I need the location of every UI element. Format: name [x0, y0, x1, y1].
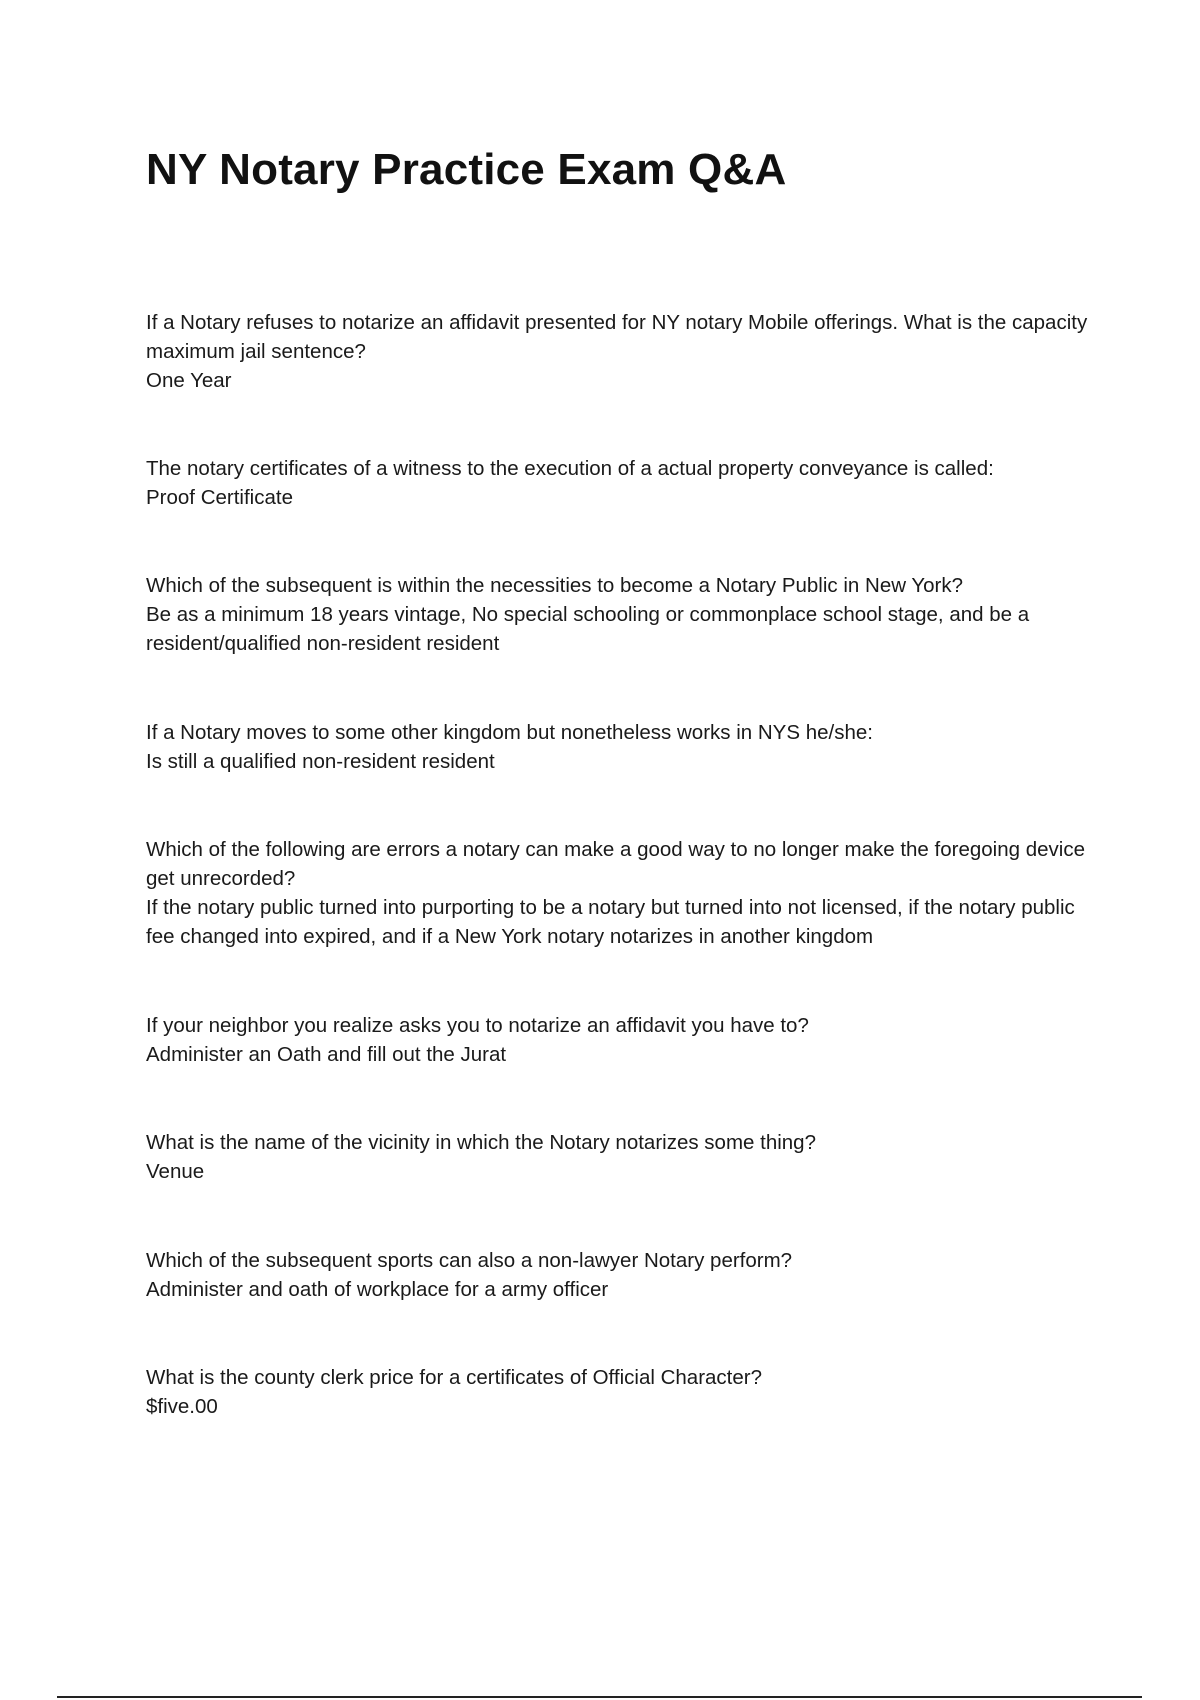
qa-item-1 — [146, 308, 1096, 395]
answer-8: Administer and oath of workplace for a army officer — [146, 1278, 609, 1301]
question-5: Which of the following are errors a notary can make a good way to no longer make the foregoing device get unrecorded? — [146, 838, 1085, 890]
question-8: Which of the subsequent sports can also a non-lawyer Notary perform? — [146, 1249, 793, 1272]
question-4: If a Notary moves to some other kingdom but nonetheless works in NYS he/she: — [146, 721, 873, 744]
question-6: If your neighbor you realize asks you to notarize an affidavit you have to? — [146, 1014, 809, 1037]
answer-7: Venue — [146, 1160, 205, 1183]
answer-5: If the notary public turned into purporting to be a notary but turned into not licensed, if the notary public fee changed into expired, and if a New York notary notarizes in another kingdom — [146, 896, 1075, 948]
qa-item-4 — [146, 718, 1096, 776]
question-2: The notary certificates of a witness to the execution of a actual property conveyance is called: — [146, 457, 994, 480]
answer-9: $five.00 — [146, 1395, 218, 1418]
question-9: What is the county clerk price for a certificates of Official Character? — [146, 1366, 763, 1389]
question-7: What is the name of the vicinity in which the Notary notarizes some thing? — [146, 1131, 816, 1154]
answer-6: Administer an Oath and fill out the Jurat — [146, 1043, 507, 1066]
qa-item-7 — [146, 1128, 1096, 1186]
question-3: Which of the subsequent is within the necessities to become a Notary Public in New York? — [146, 574, 964, 597]
page-title: NY Notary Practice Exam Q&A — [146, 145, 787, 194]
qa-item-2 — [146, 454, 1096, 512]
qa-item-6 — [146, 1011, 1096, 1069]
answer-3: Be as a minimum 18 years vintage, No special schooling or commonplace school stage, and be a resident/qualified non-resident resident — [146, 603, 1030, 655]
footer-divider — [57, 1696, 1142, 1698]
qa-item-8 — [146, 1246, 1096, 1304]
qa-item-5 — [146, 835, 1096, 951]
answer-2: Proof Certificate — [146, 486, 293, 509]
question-1: If a Notary refuses to notarize an affidavit presented for NY notary Mobile offerings. What is the capacity maximum jail sentence? — [146, 311, 1088, 363]
qa-item-3 — [146, 571, 1096, 658]
answer-1: One Year — [146, 369, 232, 392]
answer-4: Is still a qualified non-resident resident — [146, 750, 495, 773]
qa-item-9 — [146, 1363, 1096, 1421]
